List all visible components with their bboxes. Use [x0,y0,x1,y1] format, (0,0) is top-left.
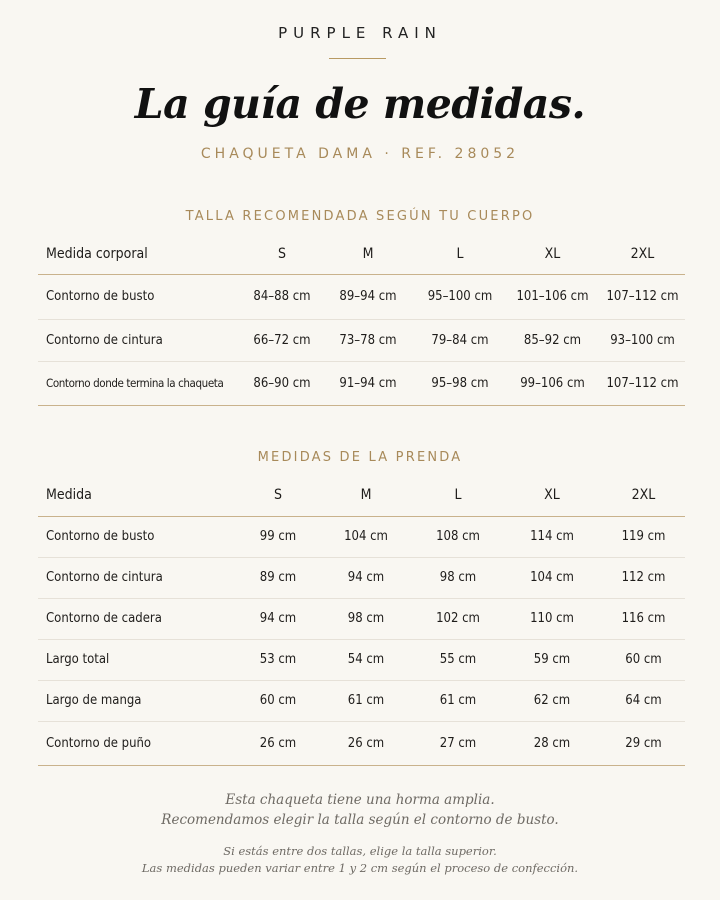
column-header: M [362,245,374,262]
page-title: La guía de medidas. [134,80,586,128]
fit-note-line: Recomendamos elegir la talla según el contorno de busto. [161,812,559,828]
brand-divider [329,58,386,59]
body-size-section-title: TALLA RECOMENDADA SEGÚN TU CUERPO [185,209,535,224]
column-header: L [454,486,462,503]
row-label: Contorno de cadera [46,611,162,626]
table-cell: 95–98 cm [431,375,489,391]
row-label: Contorno de cintura [46,332,163,348]
table-cell: 102 cm [436,611,480,626]
table-cell: 85–92 cm [523,332,582,348]
table-cell: 98 cm [439,570,477,585]
table-cell: 64 cm [625,693,662,708]
table-cell: 107–112 cm [606,375,679,391]
table-cell: 116 cm [621,611,666,626]
table-cell: 54 cm [347,652,385,667]
column-header: S [274,486,282,503]
table-cell: 93–100 cm [610,332,675,348]
table-cell: 60 cm [259,693,297,708]
table-cell: 119 cm [621,529,666,544]
sizing-tip-line: Las medidas pueden variar entre 1 y 2 cm según el proceso de confección. [141,861,579,875]
product-subtitle: CHAQUETA DAMA · REF. 28052 [200,146,520,162]
column-header: Medida [46,486,92,503]
table-cell: 99–106 cm [520,375,585,391]
fit-note [0,790,720,830]
column-header: 2XL [631,486,656,503]
table-cell: 29 cm [625,735,662,751]
row-label: Contorno de cintura [46,570,163,585]
table-cell: 95–100 cm [427,289,493,304]
table-cell: 55 cm [439,652,477,667]
sizing-tip [0,843,720,877]
table-cell: 107–112 cm [606,289,679,304]
table-row [38,557,685,598]
table-row [38,598,685,639]
table-header-row [38,234,685,274]
body-size-table [38,234,685,406]
row-label: Largo de manga [46,693,142,708]
column-header: Medida corporal [46,245,148,262]
table-row [38,721,685,765]
table-cell: 101–106 cm [516,289,589,304]
table-cell: 60 cm [625,652,662,667]
garment-measurements-table [38,474,685,766]
sizing-tip-line: Si estás entre dos tallas, elige la talla superior. [223,844,497,858]
table-cell: 91–94 cm [339,375,397,391]
table-cell: 99 cm [259,529,297,544]
table-cell: 28 cm [533,735,571,751]
table-cell: 59 cm [533,652,571,667]
row-label: Contorno donde termina la chaqueta [46,376,224,390]
fit-note-line: Esta chaqueta tiene una horma amplia. [225,792,495,808]
row-label: Contorno de puño [46,735,152,751]
table-row [38,319,685,361]
table-row [38,639,685,680]
table-cell: 89–94 cm [339,289,397,304]
table-row [38,361,685,405]
row-label: Contorno de busto [46,529,155,544]
table-cell: 89 cm [259,570,297,585]
table-header-row [38,474,685,516]
column-header: XL [544,245,561,262]
table-cell: 79–84 cm [431,332,489,348]
table-cell: 61 cm [347,693,385,708]
table-cell: 26 cm [347,735,385,751]
table-cell: 26 cm [259,735,297,751]
column-header: S [278,245,286,262]
table-cell: 108 cm [436,529,480,544]
row-label: Largo total [46,652,110,667]
column-header: M [360,486,372,503]
column-header: XL [544,486,560,503]
table-cell: 112 cm [621,570,666,585]
table-cell: 27 cm [439,735,477,751]
table-cell: 84–88 cm [253,289,311,304]
column-header: L [456,245,464,262]
table-cell: 66–72 cm [253,332,311,348]
table-cell: 98 cm [347,611,385,626]
table-row [38,516,685,557]
brand-name: PURPLE RAIN [278,24,442,42]
table-row [38,274,685,319]
table-cell: 110 cm [530,611,574,626]
table-row [38,680,685,721]
table-cell: 86–90 cm [253,375,311,391]
row-label: Contorno de busto [46,289,155,304]
garment-section-title: MEDIDAS DE LA PRENDA [257,450,463,465]
table-cell: 61 cm [439,693,477,708]
table-cell: 94 cm [259,611,297,626]
table-cell: 114 cm [530,529,574,544]
table-cell: 62 cm [533,693,571,708]
table-cell: 73–78 cm [339,332,397,348]
table-cell: 104 cm [344,529,388,544]
table-cell: 104 cm [530,570,574,585]
table-cell: 53 cm [259,652,297,667]
column-header: 2XL [630,245,655,262]
table-cell: 94 cm [347,570,385,585]
